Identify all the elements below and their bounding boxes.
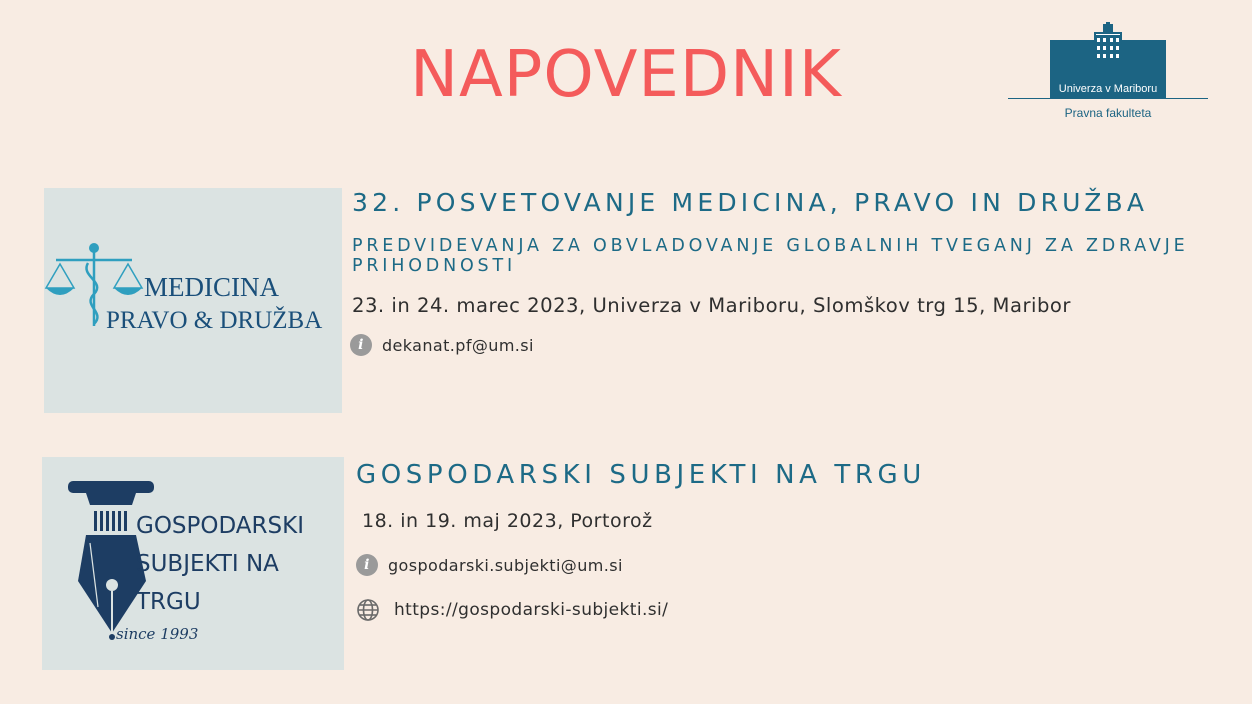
info-icon: i: [356, 554, 378, 576]
email-link[interactable]: gospodarski.subjekti@um.si: [388, 555, 623, 575]
event-contact-email[interactable]: [350, 334, 534, 356]
event-thumbnail-medicina: [44, 188, 342, 413]
faculty-name: Pravna fakulteta: [1064, 106, 1152, 120]
logo-divider: [1008, 98, 1208, 99]
gospodarski-logo-line1: GOSPODARSKI: [136, 513, 304, 539]
email-link[interactable]: dekanat.pf@um.si: [382, 335, 534, 355]
info-icon: i: [350, 334, 372, 356]
event-date-location: 23. in 24. marec 2023, Univerza v Mariboru, Slomškov trg 15, Maribor: [352, 294, 1071, 317]
medicina-logo-line2: PRAVO & DRUŽBA: [106, 307, 323, 334]
event-subtitle: PREDVIDEVANJA ZA OBVLADOVANJE GLOBALNIH TVEGANJ ZA ZDRAVJE PRIHODNOSTI: [352, 236, 1189, 276]
university-logo: [1008, 22, 1208, 122]
university-name: Univerza v Mariboru: [1058, 83, 1158, 95]
event-title: GOSPODARSKI SUBJEKTI NA TRGU: [356, 460, 926, 490]
globe-icon: [356, 598, 380, 622]
website-link[interactable]: https://gospodarski-subjekti.si/: [394, 600, 669, 620]
medicina-logo-line1: MEDICINA: [144, 272, 279, 302]
event-title: 32. POSVETOVANJE MEDICINA, PRAVO IN DRUŽBA: [352, 188, 1149, 217]
medicina-logo-image: [44, 188, 342, 413]
event-date-location: 18. in 19. maj 2023, Portorož: [362, 510, 653, 532]
building-icon: [1094, 22, 1122, 74]
event-thumbnail-gospodarski: [42, 457, 344, 670]
event-contact-email[interactable]: [356, 554, 623, 576]
gospodarski-logo-line2: SUBJEKTI NA: [136, 551, 279, 577]
page-title: NAPOVEDNIK: [410, 38, 842, 112]
gospodarski-logo-line3: TRGU: [136, 589, 201, 615]
gospodarski-logo-since: since 1993: [116, 625, 199, 643]
event-website[interactable]: [356, 598, 668, 622]
gospodarski-logo-image: [42, 457, 344, 670]
